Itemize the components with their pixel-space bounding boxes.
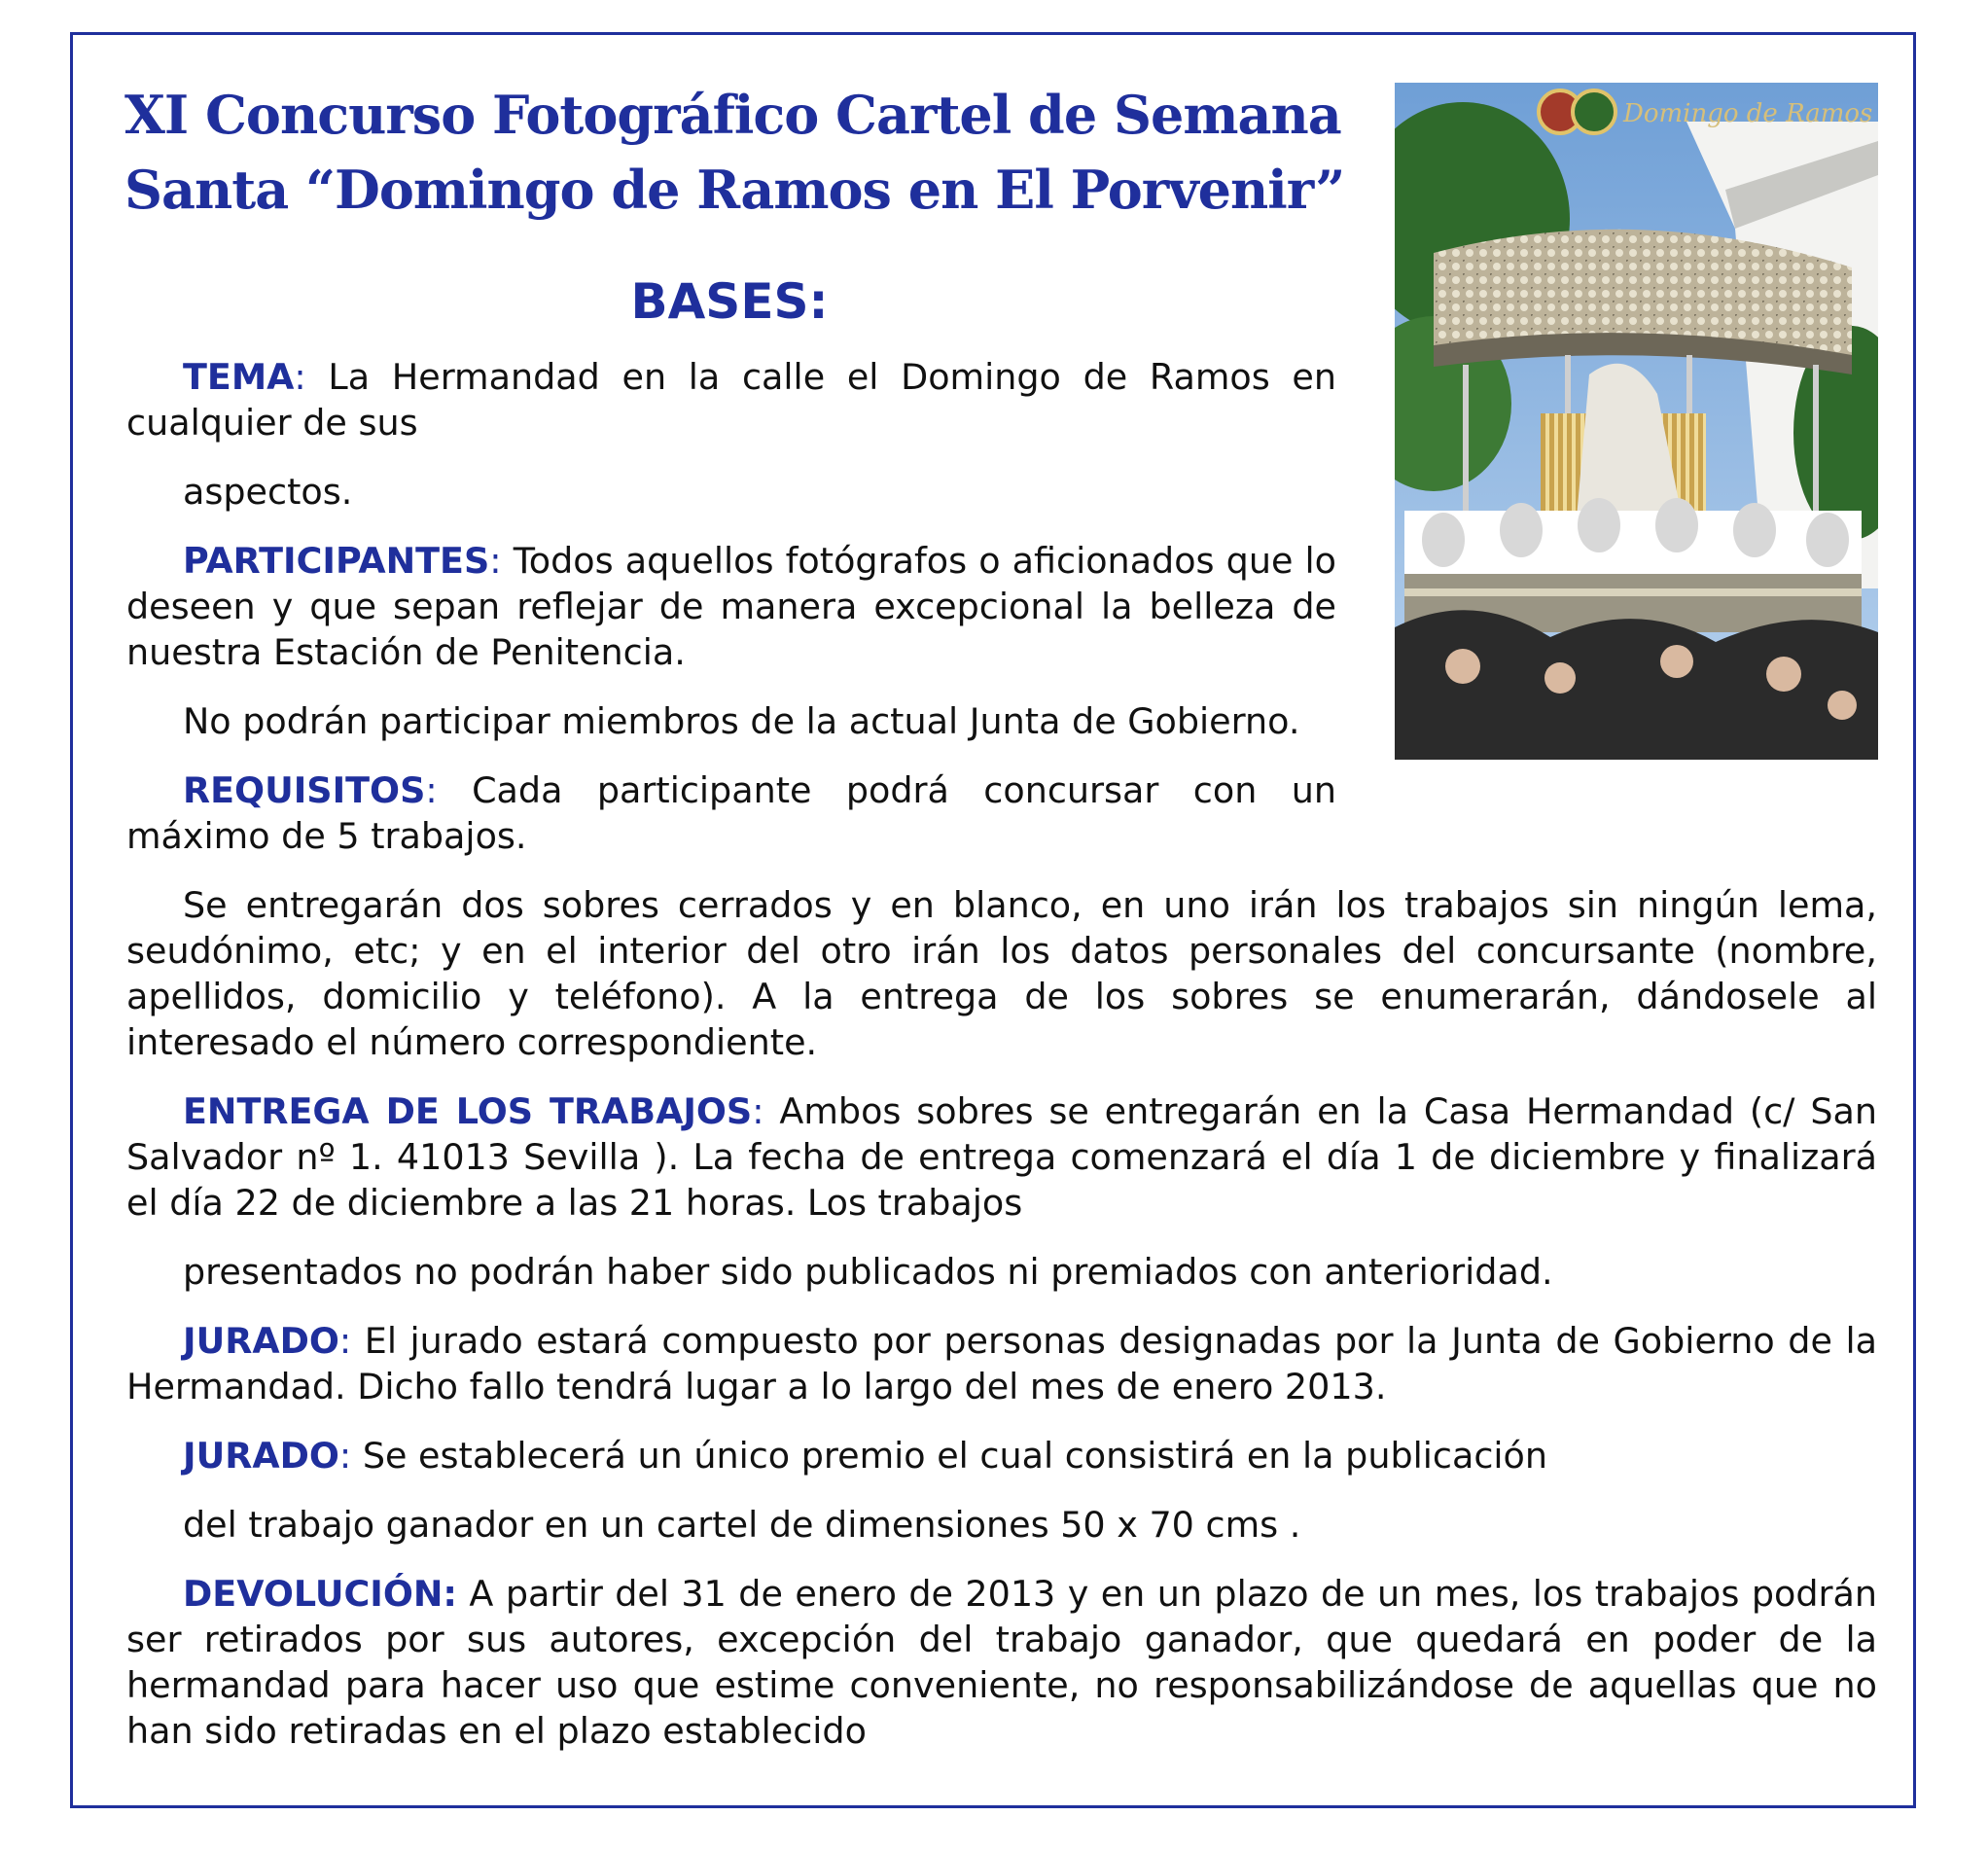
tema-label: TEMA	[183, 356, 295, 398]
premio-colon: :	[338, 1435, 352, 1477]
tema-text: La Hermandad en la calle el Domingo de Ramos en cualquier de sus	[126, 356, 1336, 444]
requisitos-text: Cada participante podrá concursar con un máximo de 5 trabajos.	[126, 769, 1336, 857]
entrega-colon: :	[752, 1090, 764, 1132]
title-line-2: Santa “Domingo de Ramos en El Porvenir”	[124, 158, 1345, 221]
page-title	[124, 78, 1389, 227]
entrega-continuation: presentados no podrán haber sido publicados ni premiados con anterioridad.	[183, 1251, 1553, 1293]
participantes-text: Todos aquellos fotógrafos o aficionados que lo deseen y que sepan reflejar de manera excepcional la belleza de nuestra Estación de Penitencia.	[126, 540, 1336, 673]
title-line-1: XI Concurso Fotográfico Cartel de Semana	[124, 84, 1341, 146]
requisitos-label: REQUISITOS	[183, 769, 426, 811]
premio-label: JURADO	[183, 1435, 339, 1477]
jurado-text: El jurado estará compuesto por personas designadas por la Junta de Gobierno de la Hermandad. Dicho fallo tendrá lugar a lo largo del mes de enero 2013.	[126, 1320, 1877, 1407]
section-premio	[126, 1433, 1877, 1478]
participantes-colon: :	[489, 540, 502, 582]
entrega-text: Ambos sobres se entregarán en la Casa Hermandad (c/ San Salvador nº 1. 41013 Sevilla ). La fecha de entrega comenzará el día 1 de diciembre y finalizará el día 22 de diciembre a las 21 horas. Los trabajos	[126, 1090, 1877, 1224]
tema-continuation: aspectos.	[183, 471, 353, 513]
jurado-label: JURADO	[183, 1320, 339, 1362]
section-entrega	[126, 1088, 1877, 1226]
devolucion-label: DEVOLUCIÓN:	[183, 1573, 458, 1615]
devolucion-text: A partir del 31 de enero de 2013 y en un plazo de un mes, los trabajos podrán ser retirados por sus autores, excepción del trabajo ganador, que quedará en poder de la hermandad para hacer uso que estime conveniente, no responsabilizándose de aquellas que no han sido retiradas en el plazo establecido	[126, 1573, 1877, 1752]
rules-text	[126, 354, 1877, 1777]
section-devolucion	[126, 1571, 1877, 1754]
entrega-label: ENTREGA DE LOS TRABAJOS	[183, 1090, 753, 1132]
premio-continuation: del trabajo ganador en un cartel de dimensiones 50 x 70 cms .	[183, 1504, 1301, 1546]
bases-heading: BASES:	[630, 273, 829, 330]
section-jurado	[126, 1318, 1877, 1409]
participantes-label: PARTICIPANTES	[183, 540, 490, 582]
tema-colon: :	[294, 356, 306, 398]
photo-caption: Domingo de Ramos	[1623, 99, 1873, 128]
section-requisitos	[126, 767, 1336, 859]
requisitos-colon: :	[425, 769, 438, 811]
requisitos-detail: Se entregarán dos sobres cerrados y en blanco, en uno irán los trabajos sin ningún lema, seudónimo, etc; y en el interior del otro irán los datos personales del concursante (nombre, apellidos, domicilio y teléfono). A la entrega de los sobres se enumerarán, dándosele al interesado el número correspondiente.	[126, 884, 1877, 1063]
section-participantes	[126, 538, 1336, 675]
jurado-colon: :	[338, 1320, 352, 1362]
premio-text: Se establecerá un único premio el cual consistirá en la publicación	[351, 1435, 1548, 1477]
section-tema	[126, 354, 1336, 445]
participantes-note: No podrán participar miembros de la actual Junta de Gobierno.	[183, 700, 1300, 742]
